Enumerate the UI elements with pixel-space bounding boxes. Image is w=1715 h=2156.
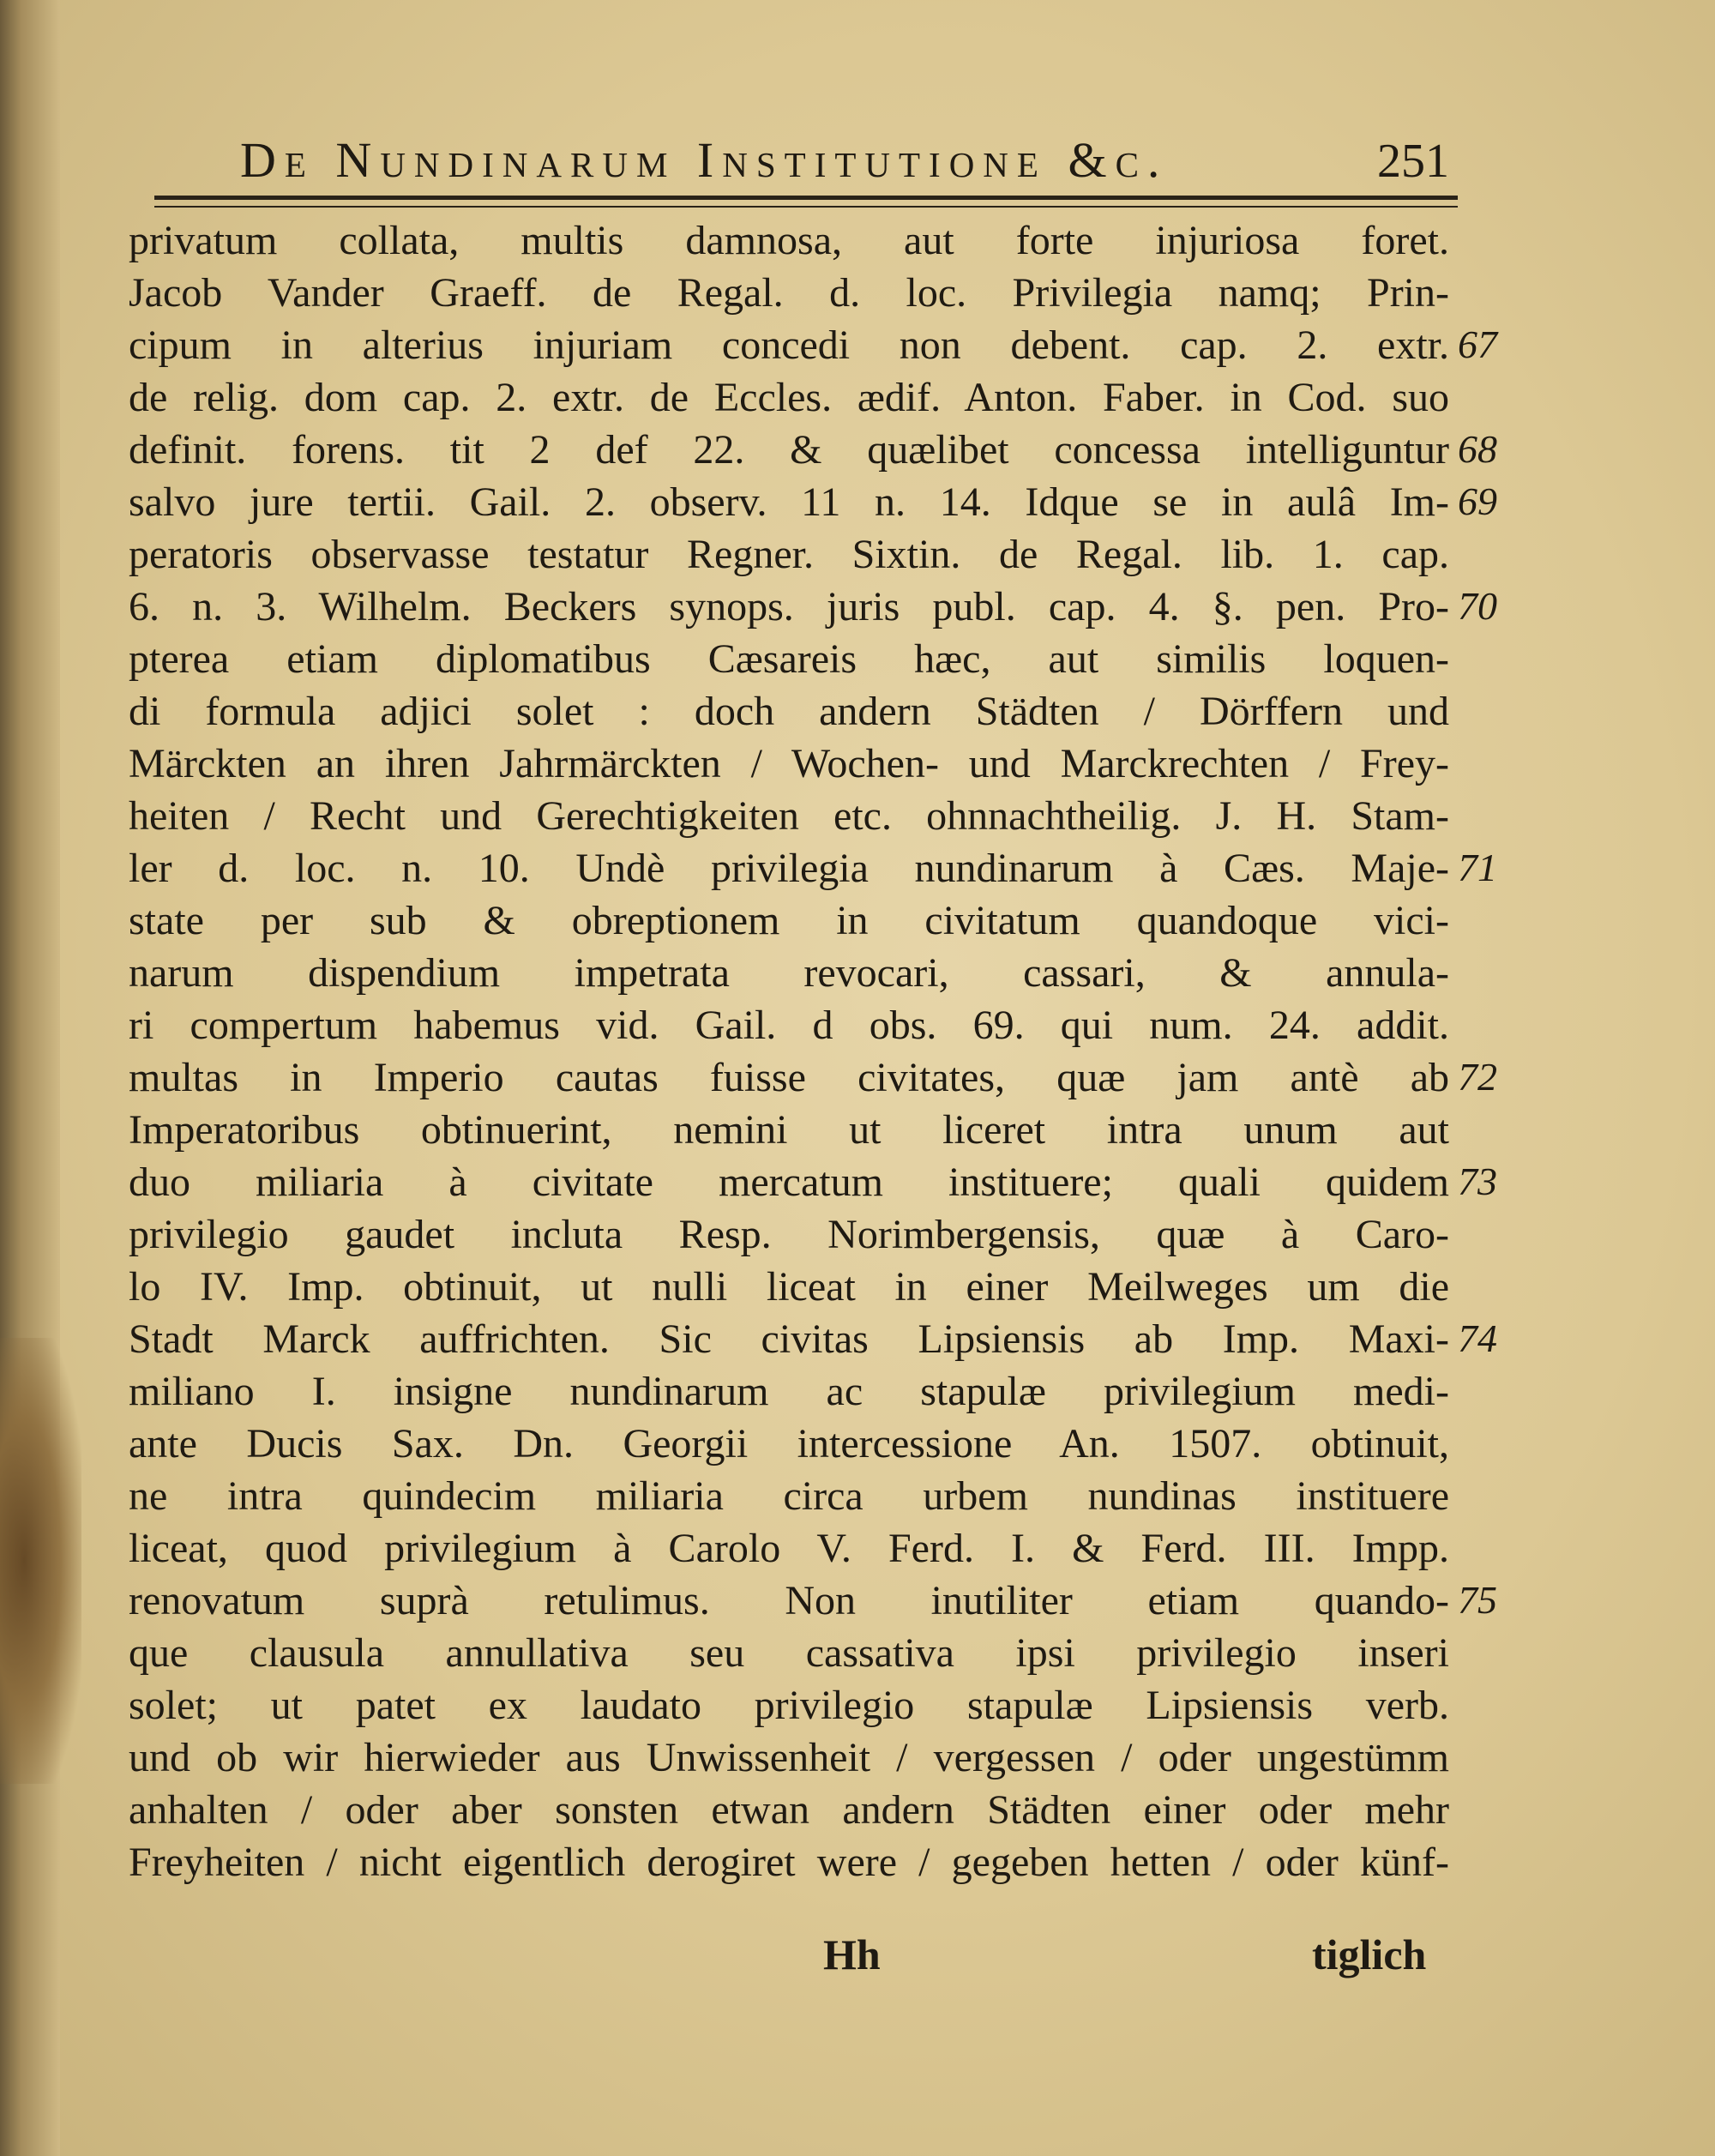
text-line: ri compertum habemus vid. Gail. d obs. 69. qui num. 24. addit. bbox=[129, 1003, 1449, 1048]
text-line: privilegio gaudet incluta Resp. Norimbergensis, quæ à Caro- bbox=[129, 1212, 1449, 1257]
text-line: Imperatoribus obtinuerint, nemini ut liceret intra unum aut bbox=[129, 1107, 1449, 1153]
text-line: Stadt Marck auffrichten. Sic civitas Lipsiensis ab Imp. Maxi- bbox=[129, 1316, 1449, 1362]
margin-note: 74 bbox=[1458, 1316, 1497, 1360]
body-text bbox=[129, 214, 1449, 1888]
text-line: que clausula annullativa seu cassativa ipsi privilegio inseri bbox=[129, 1630, 1449, 1676]
text-line: renovatum suprà retulimus. Non inutiliter etiam quando- bbox=[129, 1578, 1449, 1623]
text-line: definit. forens. tit 2 def 22. & quælibet concessa intelliguntur bbox=[129, 427, 1449, 473]
text-line: solet; ut patet ex laudato privilegio stapulæ Lipsiensis verb. bbox=[129, 1683, 1449, 1728]
header-title: De Nundinarum Institutione &c. bbox=[240, 132, 1169, 188]
page-number: 251 bbox=[1377, 135, 1449, 188]
text-line: und ob wir hierwieder aus Unwissenheit / vergessen / oder ungestümm bbox=[129, 1735, 1449, 1780]
text-line: miliano I. insigne nundinarum ac stapulæ privilegium medi- bbox=[129, 1369, 1449, 1414]
text-line: privatum collata, multis damnosa, aut forte injuriosa foret. bbox=[129, 218, 1449, 263]
text-line: pterea etiam diplomatibus Cæsareis hæc, aut similis loquen- bbox=[129, 636, 1449, 682]
text-line: anhalten / oder aber sonsten etwan andern Städten einer oder mehr bbox=[129, 1787, 1449, 1833]
header-rule-thin bbox=[154, 206, 1458, 208]
text-line: peratoris observasse testatur Regner. Sixtin. de Regal. lib. 1. cap. bbox=[129, 532, 1449, 577]
header-rule bbox=[154, 196, 1458, 200]
margin-note: 75 bbox=[1458, 1578, 1497, 1622]
text-line: 6. n. 3. Wilhelm. Beckers synops. juris publ. cap. 4. §. pen. Pro- bbox=[129, 584, 1449, 629]
text-line: Freyheiten / nicht eigentlich derogiret were / gegeben hetten / oder künf- bbox=[129, 1840, 1449, 1885]
margin-note: 69 bbox=[1458, 479, 1497, 523]
text-line: heiten / Recht und Gerechtigkeiten etc. ohnnachtheilig. J. H. Stam- bbox=[129, 793, 1449, 839]
margin-note: 73 bbox=[1458, 1159, 1497, 1203]
text-line: narum dispendium impetrata revocari, cassari, & annula- bbox=[129, 950, 1449, 996]
text-line: liceat, quod privilegium à Carolo V. Ferd. I. & Ferd. III. Impp. bbox=[129, 1526, 1449, 1571]
text-line: cipum in alterius injuriam concedi non debent. cap. 2. extr. bbox=[129, 322, 1449, 368]
margin-note: 70 bbox=[1458, 584, 1497, 628]
binding-edge bbox=[0, 0, 60, 2156]
signature-mark: Hh bbox=[823, 1930, 881, 1978]
text-line: di formula adjici solet : doch andern Städten / Dörffern und bbox=[129, 689, 1449, 734]
text-line: Jacob Vander Graeff. de Regal. d. loc. Privilegia namq; Prin- bbox=[129, 270, 1449, 316]
text-line: Märckten an ihren Jahrmärckten / Wochen- und Marckrechten / Frey- bbox=[129, 741, 1449, 786]
margin-note: 67 bbox=[1458, 322, 1497, 366]
margin-note: 68 bbox=[1458, 427, 1497, 471]
text-line: ante Ducis Sax. Dn. Georgii intercessione An. 1507. obtinuit, bbox=[129, 1421, 1449, 1466]
text-line: de relig. dom cap. 2. extr. de Eccles. ædif. Anton. Faber. in Cod. suo bbox=[129, 375, 1449, 420]
running-header bbox=[240, 129, 1449, 189]
text-line: state per sub & obreptionem in civitatum quandoque vici- bbox=[129, 898, 1449, 943]
text-line: duo miliaria à civitate mercatum instituere; quali quidem bbox=[129, 1159, 1449, 1205]
text-line: salvo jure tertii. Gail. 2. observ. 11 n. 14. Idque se in aulâ Im- bbox=[129, 479, 1449, 525]
catchword: tiglich bbox=[1312, 1930, 1427, 1978]
text-line: ler d. loc. n. 10. Undè privilegia nundinarum à Cæs. Maje- bbox=[129, 846, 1449, 891]
margin-note: 71 bbox=[1458, 846, 1497, 889]
text-line: multas in Imperio cautas fuisse civitates, quæ jam antè ab bbox=[129, 1055, 1449, 1100]
water-stain bbox=[0, 1338, 81, 1784]
text-line: ne intra quindecim miliaria circa urbem nundinas instituere bbox=[129, 1473, 1449, 1519]
margin-note: 72 bbox=[1458, 1055, 1497, 1099]
text-line: lo IV. Imp. obtinuit, ut nulli liceat in einer Meilweges um die bbox=[129, 1264, 1449, 1310]
